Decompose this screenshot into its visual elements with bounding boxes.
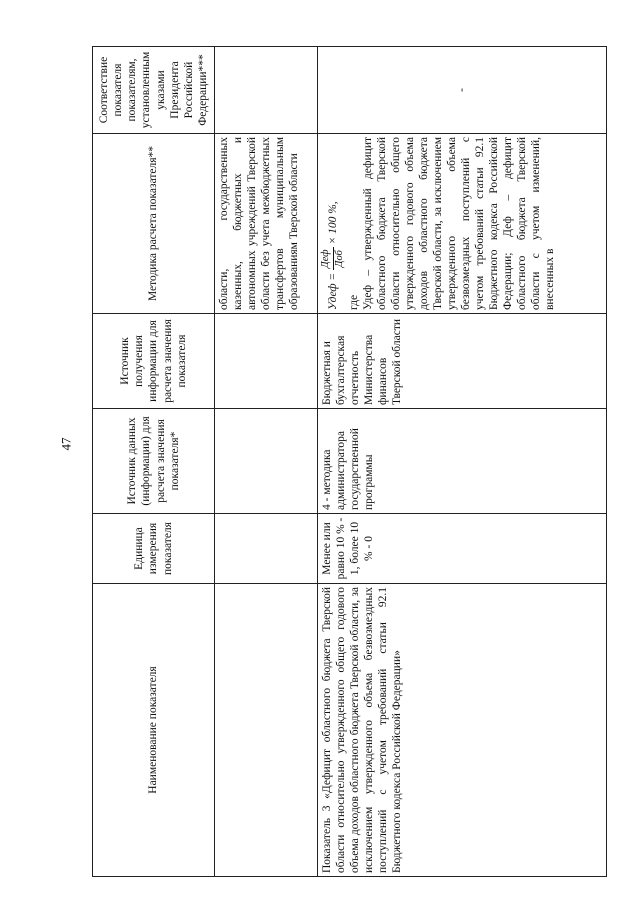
formula-rhs: × 100 %, [326,201,339,245]
header-info-source: Источник получения информации для расчета значения показателя [93,314,215,409]
info-source-cell: Бюджетная и бухгалтерская отчетность Министерства финансов Тверской области [318,314,607,409]
header-compliance: Соответствие показателя показателям, установленным указами Президента Российской Федерации*** [93,47,215,134]
table-header-row [93,47,215,877]
header-data-source: Источник данных (информации) для расчета значения показателя* [93,409,215,514]
indicator-table [92,46,607,877]
formula-numerator: Деф [320,247,334,270]
indicator-name-cell: Показатель 3 «Дефицит областного бюджета Тверской области относительно утвержденного общего годового объема доходов областного бюджета Тверской области, за исключением утвержденного объема безвозмездных поступлений с учетом требований статьи 92.1 Бюджетного кодекса Российской Федерации» [318,584,607,877]
cell-empty [215,514,318,584]
unit-cell: Менее или равно 10 % - 1, более 10 % - 0 [318,514,607,584]
header-unit: Единица измерения показателя [93,514,215,584]
continued-methodology-cell: области, государственных казенных, бюджетных и автономных учреждений Тверской области без учета межбюджетных трансфертов муниципальным образованиям Тверской области [215,134,318,314]
formula-denominator: Доб [333,250,345,268]
cell-empty [215,409,318,514]
formula [320,137,347,310]
page-number: 47 [58,437,74,451]
methodology-cell [318,134,607,314]
data-source-cell: 4 - методика администратора государственной программы [318,409,607,514]
header-methodology: Методика расчета показателя** [93,134,215,314]
methodology-text: Удеф – утвержденный дефицит областного бюджета Тверской области относительно общего утвержденного годового объема доходов областного бюджета Тверской области, за исключением утвержденного объема безвозмездных поступлений с учетом требований статьи 92.1 Бюджетного кодекса Российской Федерации; Деф – дефицит областного бюджета Тверской области с учетом изменений, внесенных в [361,137,556,310]
cell-empty [215,314,318,409]
table-row [215,47,318,877]
header-indicator-name: Наименование показателя [93,584,215,877]
formula-fraction [320,247,347,270]
indicator-table-frame [92,47,607,877]
formula-where: где [347,294,360,310]
cell-empty [215,584,318,877]
compliance-cell: - [318,47,607,134]
cell-empty [215,47,318,134]
table-row [318,47,607,877]
formula-lhs: Удеф = [326,272,339,310]
